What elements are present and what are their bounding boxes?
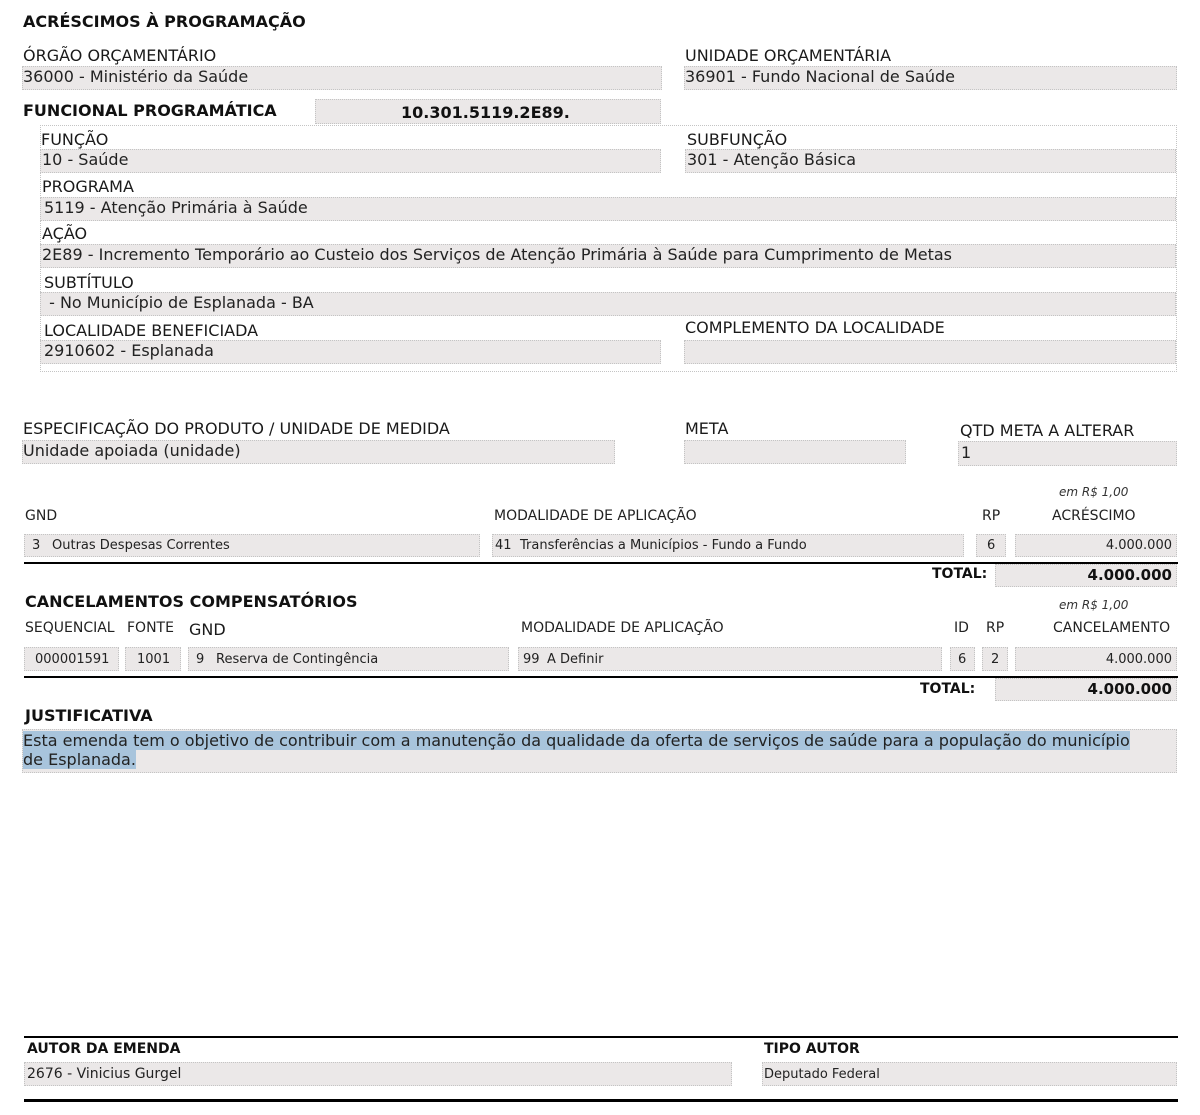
programa-label: PROGRAMA	[42, 177, 134, 196]
col-gnd-cancel: GND	[189, 620, 226, 639]
qtd-label: QTD META A ALTERAR	[960, 421, 1135, 440]
col-fonte: FONTE	[127, 620, 174, 636]
tipo-autor-value: Deputado Federal	[764, 1067, 880, 1082]
acao-value: 2E89 - Incremento Temporário ao Custeio dos Serviços de Atenção Primária à Saúde para Cumprimento de Metas	[42, 245, 953, 264]
col-modalidade: MODALIDADE DE APLICAÇÃO	[494, 508, 697, 524]
col-sequencial: SEQUENCIAL	[25, 620, 115, 636]
justificativa-line-2	[23, 750, 136, 769]
unidade-value: 36901 - Fundo Nacional de Saúde	[685, 67, 955, 86]
can-total-label: TOTAL:	[920, 681, 976, 697]
programa-value: 5119 - Atenção Primária à Saúde	[44, 198, 308, 217]
autor-label: AUTOR DA EMENDA	[27, 1041, 181, 1057]
can-mod-code: 99	[523, 652, 540, 667]
col-modalidade-cancel: MODALIDADE DE APLICAÇÃO	[521, 620, 724, 636]
acr-total-value: 4.000.000	[1087, 566, 1172, 584]
unidade-label: UNIDADE ORÇAMENTÁRIA	[685, 46, 892, 65]
acrescimo-unit-note: em R$ 1,00	[1059, 485, 1129, 499]
col-rp-cancel: RP	[986, 620, 1005, 636]
acr-gnd-code: 3	[32, 538, 41, 553]
col-cancelamento: CANCELAMENTO	[1053, 620, 1171, 636]
meta-label: META	[685, 419, 729, 438]
meta-field	[684, 440, 906, 464]
col-acrescimo: ACRÉSCIMO	[1052, 508, 1136, 524]
complemento-field	[684, 340, 1176, 364]
autor-top-divider	[24, 1036, 1178, 1038]
col-gnd: GND	[25, 508, 58, 524]
complemento-label: COMPLEMENTO DA LOCALIDADE	[685, 318, 945, 337]
can-total-value: 4.000.000	[1087, 680, 1172, 698]
acao-label: AÇÃO	[42, 224, 88, 243]
can-id: 6	[958, 652, 967, 667]
produto-value: Unidade apoiada (unidade)	[23, 441, 241, 460]
justificativa-line-1	[23, 731, 1130, 750]
localidade-label: LOCALIDADE BENEFICIADA	[44, 321, 259, 340]
can-rp: 2	[991, 652, 1000, 667]
funcional-label: FUNCIONAL PROGRAMÁTICA	[23, 101, 277, 120]
can-valor: 4.000.000	[1105, 652, 1172, 667]
col-id: ID	[954, 620, 969, 636]
section-title-acrescimos: ACRÉSCIMOS À PROGRAMAÇÃO	[23, 12, 306, 31]
acr-valor: 4.000.000	[1105, 538, 1172, 553]
section-title-justificativa: JUSTIFICATIVA	[25, 706, 153, 725]
autor-value: 2676 - Vinicius Gurgel	[27, 1066, 182, 1082]
autor-bottom-divider	[24, 1099, 1178, 1102]
subfuncao-value: 301 - Atenção Básica	[687, 150, 857, 169]
acr-gnd-desc: Outras Despesas Correntes	[52, 538, 230, 553]
qtd-field	[958, 441, 1177, 466]
orgao-value: 36000 - Ministério da Saúde	[23, 67, 249, 86]
localidade-value: 2910602 - Esplanada	[44, 341, 214, 360]
funcional-value: 10.301.5119.2E89.	[401, 103, 570, 122]
can-fonte: 1001	[137, 652, 171, 667]
cancel-unit-note: em R$ 1,00	[1059, 598, 1129, 612]
can-gnd-desc: Reserva de Contingência	[216, 652, 379, 667]
acr-total-label: TOTAL:	[932, 566, 988, 582]
tipo-autor-label: TIPO AUTOR	[764, 1041, 860, 1057]
funcao-field	[40, 149, 661, 173]
can-gnd-code: 9	[196, 652, 205, 667]
acr-mod-code: 41	[495, 538, 512, 553]
acr-rp: 6	[987, 538, 996, 553]
acr-mod-desc: Transferências a Municípios - Fundo a Fundo	[520, 538, 807, 553]
can-sequencial: 000001591	[35, 652, 110, 667]
subtitulo-label: SUBTÍTULO	[44, 273, 134, 292]
section-title-cancelamentos: CANCELAMENTOS COMPENSATÓRIOS	[25, 592, 358, 611]
subtitulo-value: - No Município de Esplanada - BA	[44, 293, 314, 312]
funcao-label: FUNÇÃO	[41, 130, 109, 149]
orgao-label: ÓRGÃO ORÇAMENTÁRIO	[23, 46, 217, 65]
col-rp: RP	[982, 508, 1001, 524]
produto-label: ESPECIFICAÇÃO DO PRODUTO / UNIDADE DE MEDIDA	[23, 419, 450, 438]
qtd-value: 1	[961, 443, 972, 462]
justificativa-text-1: Esta emenda tem o objetivo de contribuir com a manutenção da qualidade da oferta de serviços de saúde para a população do município	[23, 731, 1130, 750]
funcao-value: 10 - Saúde	[42, 150, 129, 169]
can-mod-desc: A Definir	[547, 652, 604, 667]
subfuncao-label: SUBFUNÇÃO	[687, 130, 788, 149]
justificativa-text-2: de Esplanada.	[23, 750, 136, 769]
